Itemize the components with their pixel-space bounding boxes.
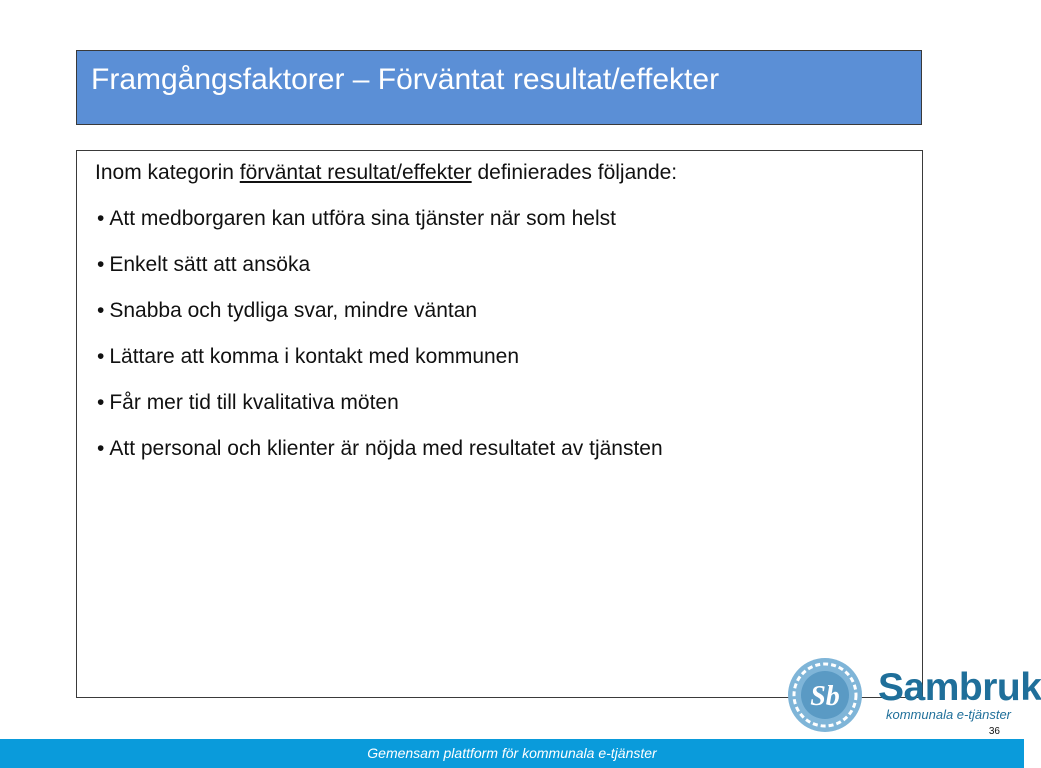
bullet-icon: •	[97, 437, 105, 460]
bullet-text: Lättare att komma i kontakt med kommunen	[109, 345, 520, 368]
emblem-monogram: Sb	[810, 681, 840, 712]
bullet-icon: •	[97, 299, 105, 322]
bullet-icon: •	[97, 345, 105, 368]
bullet-item	[97, 298, 663, 344]
intro-before: Inom kategorin	[95, 161, 240, 184]
intro-text	[95, 160, 677, 186]
slide-title-box	[76, 50, 922, 125]
footer-text: Gemensam plattform för kommunala e-tjänster	[367, 745, 657, 761]
bullet-list	[97, 206, 663, 482]
slide-title: Framgångsfaktorer – Förväntat resultat/effekter	[91, 63, 720, 96]
bullet-item	[97, 390, 663, 436]
bullet-text: Enkelt sätt att ansöka	[109, 253, 311, 276]
bullet-item	[97, 344, 663, 390]
bullet-text: Snabba och tydliga svar, mindre väntan	[109, 299, 478, 322]
bullet-item	[97, 252, 663, 298]
sambruk-logo	[786, 656, 1041, 734]
bullet-icon: •	[97, 207, 105, 230]
bullet-item	[97, 436, 663, 482]
bullet-item	[97, 206, 663, 252]
intro-after: definierades följande:	[471, 161, 678, 184]
bullet-text: Får mer tid till kvalitativa möten	[109, 391, 399, 414]
bullet-icon: •	[97, 391, 105, 414]
logo-name: Sambruk	[878, 666, 1041, 709]
bullet-text: Att medborgaren kan utföra sina tjänster när som helst	[109, 207, 616, 230]
logo-subtitle: kommunala e-tjänster	[886, 707, 1011, 722]
footer-bar	[0, 739, 1024, 768]
content-box	[76, 150, 923, 698]
page-number: 36	[988, 726, 1000, 737]
intro-category: förväntat resultat/effekter	[239, 161, 472, 184]
bullet-icon: •	[97, 253, 105, 276]
sambruk-emblem-icon	[786, 656, 864, 734]
bullet-text: Att personal och klienter är nöjda med resultatet av tjänsten	[109, 437, 663, 460]
